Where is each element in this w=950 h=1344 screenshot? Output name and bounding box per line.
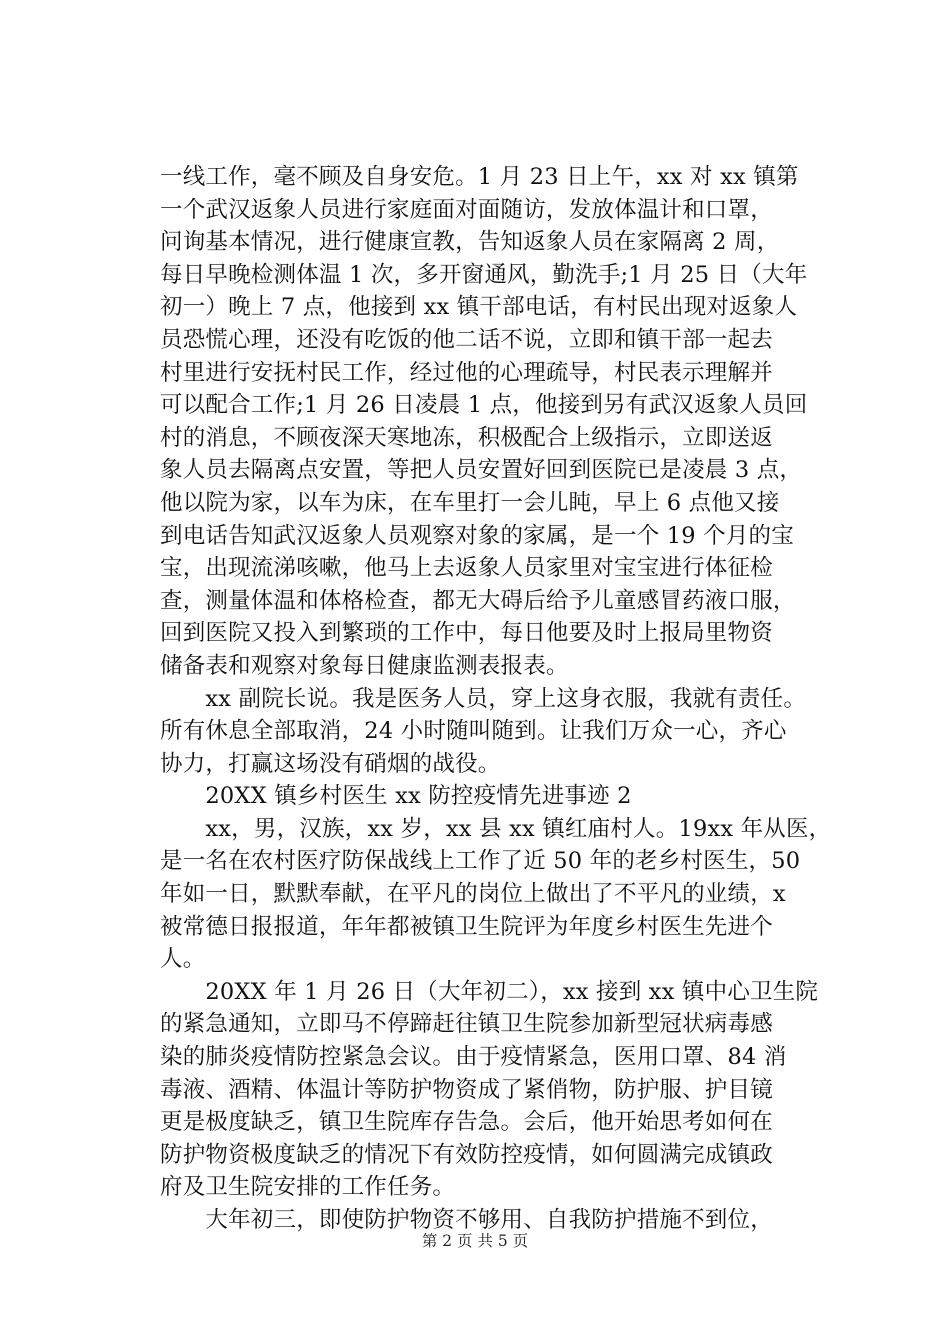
text-line: 毒液、酒精、体温计等防护物资成了紧俏物，防护服、护目镜 (160, 1076, 773, 1103)
text-line: 村里进行安抚村民工作，经过他的心理疏导，村民表示理解并 (160, 359, 773, 386)
section-heading: 20XX 镇乡村医生 xx 防控疫情先进事迹 2 (160, 783, 632, 810)
text-line: 的紧急通知，立即马不停蹄赶往镇卫生院参加新型冠状病毒感 (160, 1011, 773, 1038)
text-line: 20XX 年 1 月 26 日（大年初二），xx 接到 xx 镇中心卫生院 (160, 978, 819, 1005)
body-text (160, 161, 856, 1237)
text-line: 是一名在农村医疗防保战线上工作了近 50 年的老乡村医生，50 (160, 848, 801, 875)
text-line: 初一）晚上 7 点，他接到 xx 镇干部电话，有村民出现对返象人 (160, 294, 798, 321)
text-line: 人。 (160, 946, 206, 973)
text-line: 府及卫生院安排的工作任务。 (160, 1174, 456, 1201)
text-line: 被常德日报报道，年年都被镇卫生院评为年度乡村医生先进个 (160, 913, 773, 940)
text-line: 象人员去隔离点安置，等把人员安置好回到医院已是凌晨 3 点， (160, 457, 803, 484)
text-line: 年如一日，默默奉献，在平凡的岗位上做出了不平凡的业绩，x (160, 881, 786, 908)
text-line: 查，测量体温和体格检查，都无大碍后给予儿童感冒药液口服， (160, 587, 796, 614)
text-line: 染的肺炎疫情防控紧急会议。由于疫情紧急，医用口罩、84 消 (160, 1044, 787, 1071)
text-line: 可以配合工作;1 月 26 日凌晨 1 点，他接到另有武汉返象人员回 (160, 392, 808, 419)
text-line: xx，男，汉族，xx 岁，xx 县 xx 镇红庙村人。19xx 年从医， (160, 815, 832, 842)
text-line: 他以院为家，以车为床，在车里打一会儿盹，早上 6 点他又接 (160, 489, 780, 516)
text-line: 一个武汉返象人员进行家庭面对面随访，发放体温计和口罩， (160, 196, 773, 223)
text-line: 协力，打赢这场没有硝烟的战役。 (160, 750, 501, 777)
text-line: 问询基本情况，进行健康宣教，告知返象人员在家隔离 2 周， (160, 229, 780, 256)
text-line: 员恐慌心理，还没有吃饭的他二话不说，立即和镇干部一起去 (160, 326, 773, 353)
text-line: 回到医院又投入到繁琐的工作中，每日他要及时上报局里物资 (160, 620, 773, 647)
text-line: 一线工作，毫不顾及自身安危。1 月 23 日上午，xx 对 xx 镇第 (160, 164, 799, 190)
text-line: 大年初三，即使防护物资不够用、自我防护措施不到位， (160, 1207, 773, 1233)
text-line: 每日早晚检测体温 1 次，多开窗通风，勤洗手;1 月 25 日（大年 (160, 261, 808, 288)
text-line: xx 副院长说。我是医务人员，穿上这身衣服，我就有责任。 (160, 685, 807, 712)
text-line: 防护物资极度缺乏的情况下有效防控疫情，如何圆满完成镇政 (160, 1141, 773, 1168)
text-line: 所有休息全部取消，24 小时随叫随到。让我们万众一心，齐心 (160, 718, 787, 745)
text-line: 村的消息，不顾夜深天寒地冻，积极配合上级指示，立即送返 (160, 424, 773, 451)
text-line: 储备表和观察对象每日健康监测表报表。 (160, 652, 569, 679)
text-line: 宝，出现流涕咳嗽，他马上去返象人员家里对宝宝进行体征检 (160, 555, 773, 582)
text-line: 到电话告知武汉返象人员观察对象的家属，是一个 19 个月的宝 (160, 522, 794, 549)
page-footer: 第 2 页 共 5 页 (421, 1232, 529, 1250)
text-line: 更是极度缺乏，镇卫生院库存告急。会后，他开始思考如何在 (160, 1109, 773, 1136)
